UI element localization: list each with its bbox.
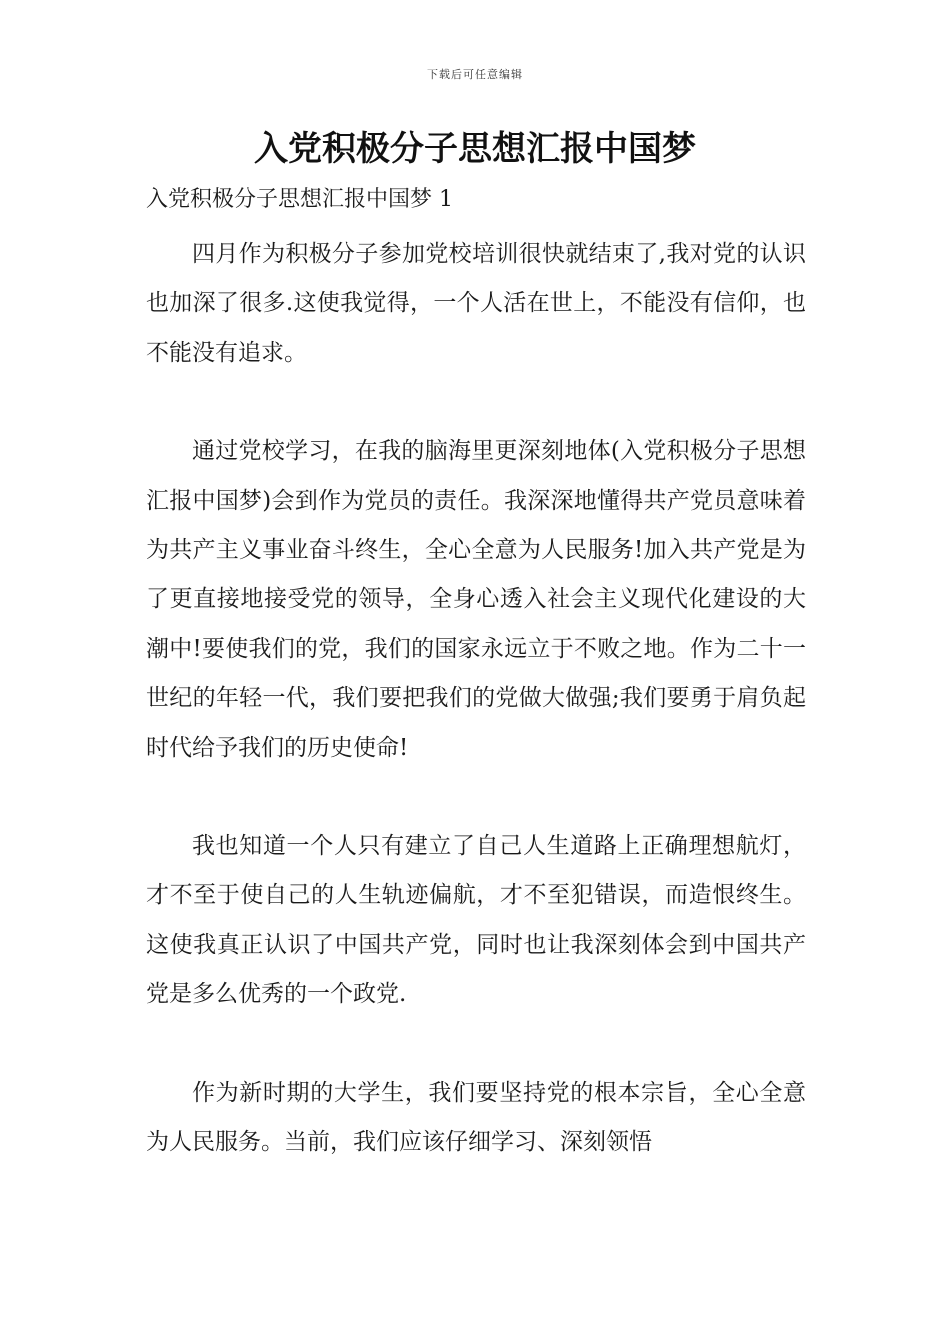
paragraph-2: 通过党校学习，在我的脑海里更深刻地体(入党积极分子思想汇报中国梦)会到作为党员的责任。我深深地懂得共产党员意味着为共产主义事业奋斗终生，全心全意为人民服务!加入共产党是为了更直接地接受党的领导，全身心透入社会主义现代化建设的大潮中!要使我们的党，我们的国家永远立于不败之地。作为二十一世纪的年轻一代，我们要把我们的党做大做强;我们要勇于肩负起时代给予我们的历史使命! bbox=[146, 438, 806, 761]
header-note: 下载后可任意编辑 bbox=[427, 68, 523, 81]
paragraph-4: 作为新时期的大学生，我们要坚持党的根本宗旨，全心全意为人民服务。当前，我们应该仔细学习、深刻领悟 bbox=[146, 1079, 806, 1156]
paragraph-1: 四月作为积极分子参加党校培训很快就结束了,我对党的认识也加深了很多.这使我觉得，一个人活在世上，不能没有信仰，也不能没有追求。 bbox=[146, 241, 806, 366]
document-body bbox=[146, 230, 806, 1168]
document-title: 入党积极分子思想汇报中国梦 bbox=[254, 129, 696, 169]
paragraph-3: 我也知道一个人只有建立了自己人生道路上正确理想航灯，才不至于使自己的人生轨迹偏航，才不至犯错误，而造恨终生。这使我真正认识了中国共产党，同时也让我深刻体会到中国共产党是多么优秀的一个政党. bbox=[146, 833, 806, 1008]
document-subtitle: 入党积极分子思想汇报中国梦 1 bbox=[146, 187, 453, 212]
